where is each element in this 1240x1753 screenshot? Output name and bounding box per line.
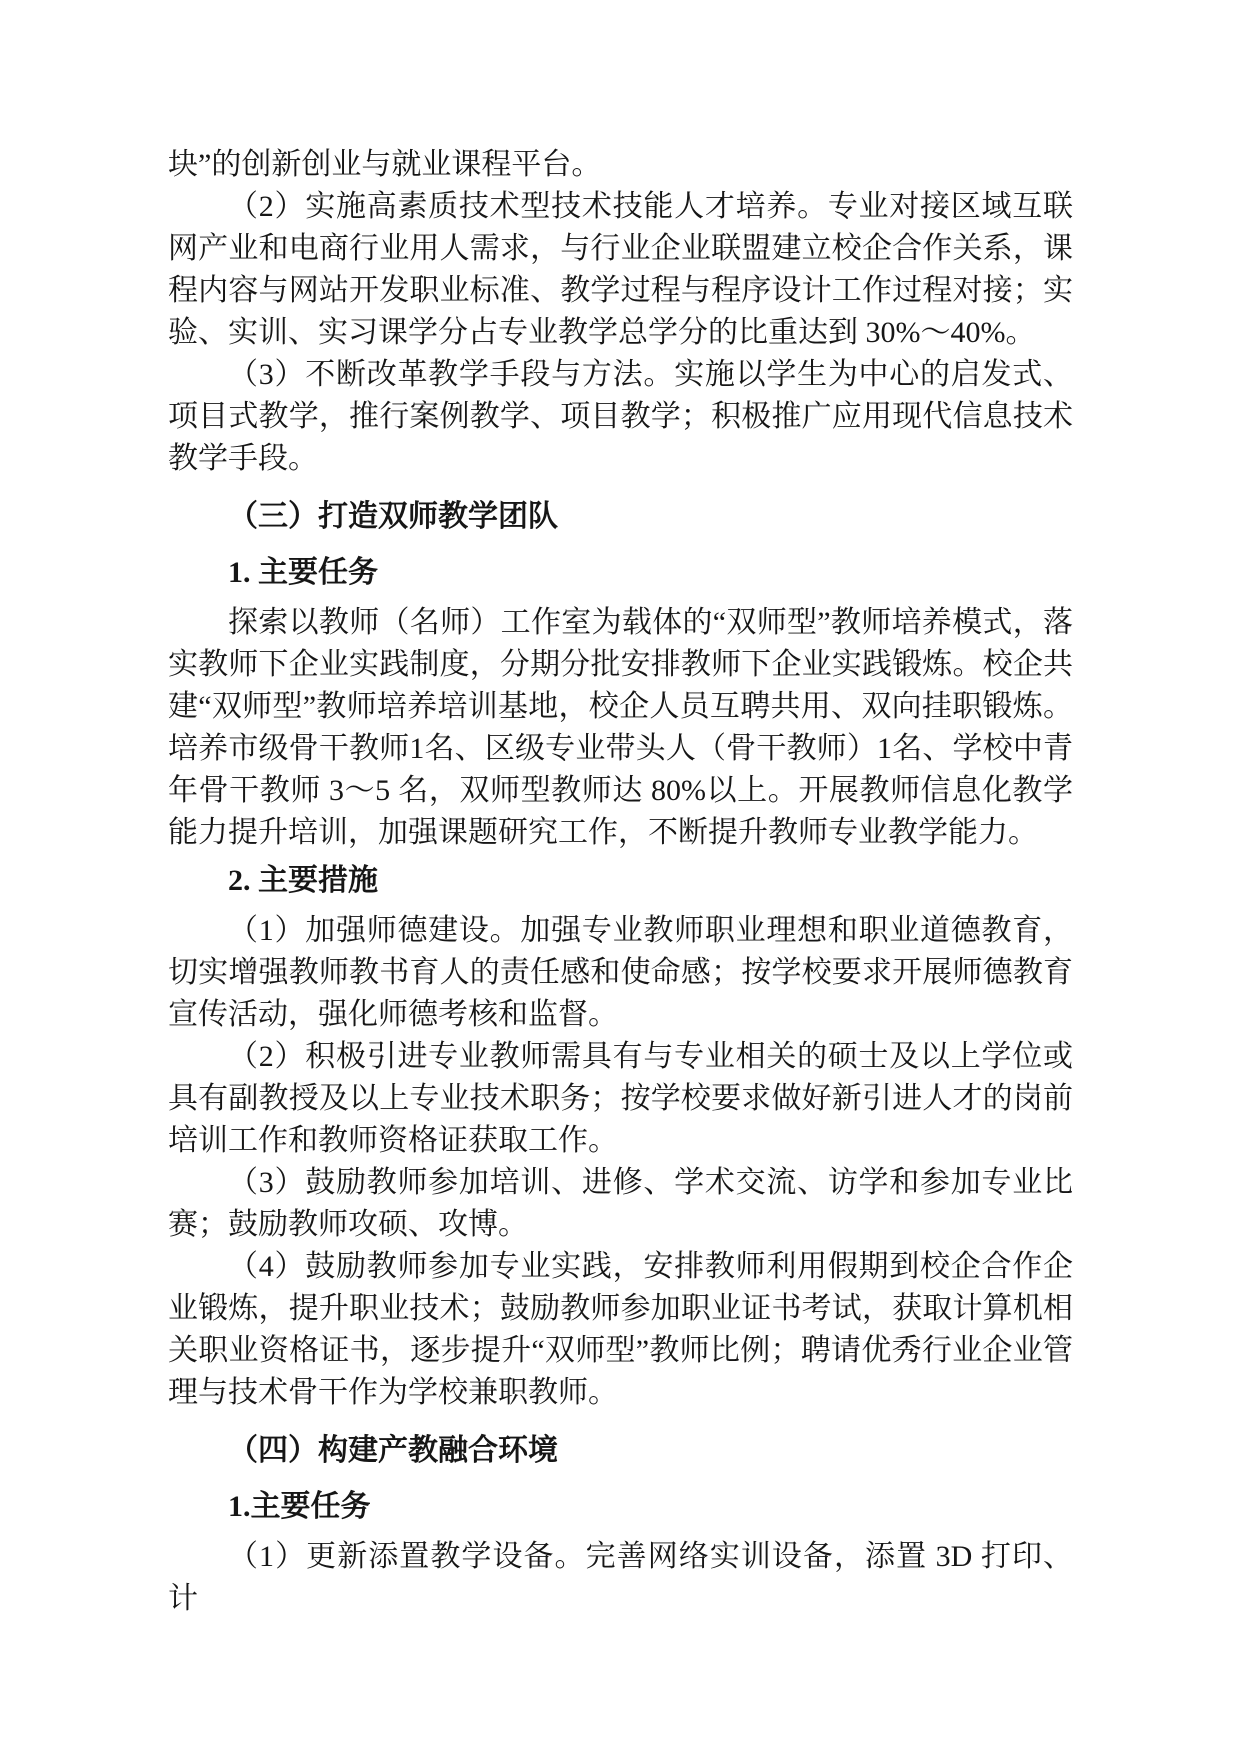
paragraph-continuation: 块”的创新创业与就业课程平台。 [168,148,602,181]
paragraph: （2）实施高素质技术型技术技能人才培养。专业对接区域互联网产业和电商行业用人需求，与行业企业联盟建立校企合作关系，课程内容与网站开发职业标准、教学过程与程序设计工作过程对接；实验、实训、实习课学分占专业教学总学分的比重达到 30%～40%。 [168,190,1073,349]
document-content [168,144,1073,1620]
section-heading: （四）构建产教融合环境 [228,1434,558,1467]
sub-heading: 2. 主要措施 [228,864,378,897]
paragraph: （3）不断改革教学手段与方法。实施以学生为中心的启发式、项目式教学，推行案例教学、项目教学；积极推广应用现代信息技术教学手段。 [168,358,1073,475]
paragraph: （1）加强师德建设。加强专业教师职业理想和职业道德教育，切实增强教师教书育人的责任感和使命感；按学校要求开展师德教育宣传活动，强化师德考核和监督。 [168,914,1073,1031]
paragraph: （1）更新添置教学设备。完善网络实训设备，添置 3D 打印、计 [168,1540,1073,1615]
sub-heading: 1.主要任务 [228,1490,371,1523]
paragraph: （3）鼓励教师参加培训、进修、学术交流、访学和参加专业比赛；鼓励教师攻硕、攻博。 [168,1166,1073,1241]
paragraph: （4）鼓励教师参加专业实践，安排教师利用假期到校企合作企业锻炼，提升职业技术；鼓励教师参加职业证书考试，获取计算机相关职业资格证书，逐步提升“双师型”教师比例；聘请优秀行业企业管理与技术骨干作为学校兼职教师。 [168,1250,1073,1409]
section-heading: （三）打造双师教学团队 [228,500,558,533]
paragraph: （2）积极引进专业教师需具有与专业相关的硕士及以上学位或具有副教授及以上专业技术职务；按学校要求做好新引进人才的岗前培训工作和教师资格证获取工作。 [168,1040,1073,1157]
sub-heading: 1. 主要任务 [228,556,378,589]
paragraph: 探索以教师（名师）工作室为载体的“双师型”教师培养模式，落实教师下企业实践制度，分期分批安排教师下企业实践锻炼。校企共建“双师型”教师培养培训基地，校企人员互聘共用、双向挂职锻炼。培养市级骨干教师1名、区级专业带头人（骨干教师）1名、学校中青年骨干教师 3～5 名，双师型教师达 80%以上。开展教师信息化教学能力提升培训，加强课题研究工作，不断提升教师专业教学能力。 [168,606,1073,849]
